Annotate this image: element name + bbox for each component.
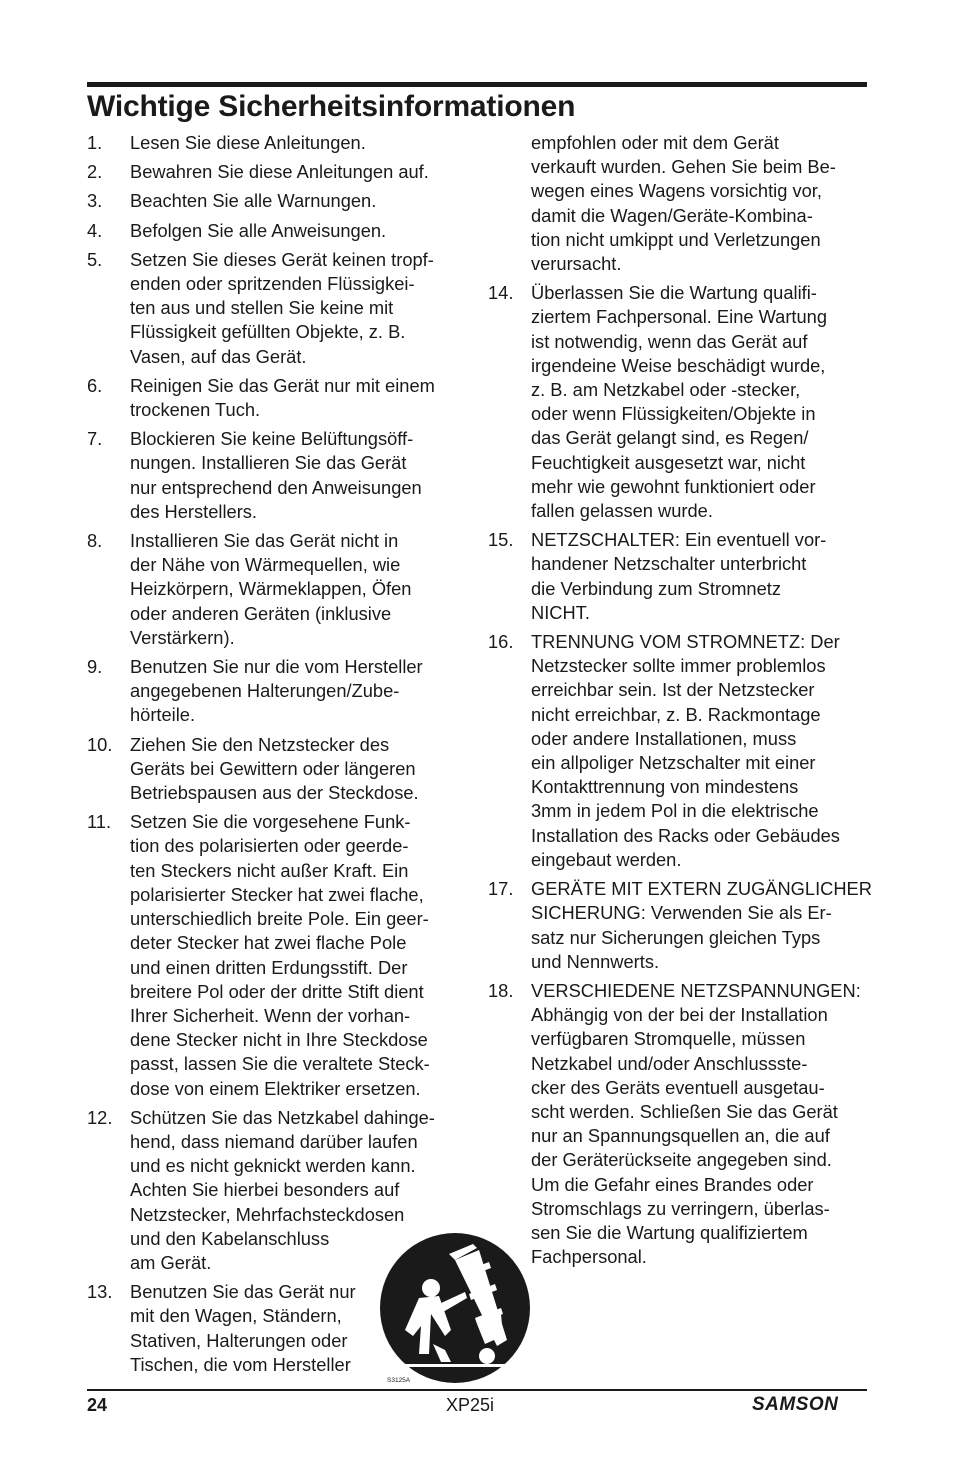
- item-13-continuation: [488, 131, 873, 276]
- item-text-line: der Geräterückseite angegeben sind.: [531, 1149, 832, 1171]
- list-item: [87, 219, 472, 243]
- item-text-line: dose von einem Elektriker ersetzen.: [130, 1077, 421, 1099]
- item-text-line: Installieren Sie das Gerät nicht in: [130, 530, 399, 552]
- item-text-line: Benutzen Sie das Gerät nur: [130, 1281, 356, 1303]
- item-text-line: handener Netzschalter unterbricht: [531, 553, 807, 575]
- item-text-line: nur entsprechend den Anweisungen: [130, 476, 422, 498]
- item-text-line: Heizkörpern, Wärmeklappen, Öfen: [130, 578, 412, 600]
- item-text-line: Verstärkern).: [130, 626, 235, 648]
- list-item: [488, 979, 873, 1269]
- item-number: 14.: [488, 282, 514, 304]
- item-text-line: die Verbindung zum Stromnetz: [531, 577, 781, 599]
- item-text-line: deter Stecker hat zwei flache Pole: [130, 932, 407, 954]
- item-number: 7.: [87, 428, 103, 450]
- item-text-line: unterschiedlich breite Pole. Ein geer-: [130, 908, 429, 930]
- item-text-line: Vasen, auf das Gerät.: [130, 345, 307, 367]
- item-text-line: Reinigen Sie das Gerät nur mit einem: [130, 374, 435, 396]
- item-text-line: tion des polarisierten oder geerde-: [130, 835, 409, 857]
- item-text-line: tion nicht umkippt und Verletzungen: [531, 228, 821, 250]
- item-number: 9.: [87, 656, 103, 678]
- left-column: [87, 131, 472, 1382]
- item-text-line: Netzkabel und/oder Anschlussste-: [531, 1052, 808, 1074]
- item-text-line: Befolgen Sie alle Anweisungen.: [130, 219, 387, 241]
- item-text-line: Bewahren Sie diese Anleitungen auf.: [130, 161, 429, 183]
- item-text-line: Ziehen Sie den Netzstecker des: [130, 733, 390, 755]
- item-text-line: Feuchtigkeit ausgesetzt war, nicht: [531, 451, 806, 473]
- item-text-line: Um die Gefahr eines Brandes oder: [531, 1173, 814, 1195]
- item-text-line: trockenen Tuch.: [130, 399, 261, 421]
- right-column: [488, 131, 873, 1274]
- list-item: [87, 374, 472, 422]
- item-text-line: Netzstecker, Mehrfachsteckdosen: [130, 1203, 405, 1225]
- item-text-line: am Gerät.: [130, 1251, 212, 1273]
- item-text-line: ten aus und stellen Sie keine mit: [130, 297, 394, 319]
- item-text-line: NETZSCHALTER: Ein eventuell vor-: [531, 529, 827, 551]
- list-item: [87, 733, 472, 806]
- item-text-line: 3mm in jedem Pol in die elektrische: [531, 800, 819, 822]
- item-text-line: passt, lassen Sie die veraltete Steck-: [130, 1053, 430, 1075]
- item-text-line: und es nicht geknickt werden kann.: [130, 1155, 416, 1177]
- item-text-line: TRENNUNG VOM STROMNETZ: Der: [531, 631, 840, 653]
- item-text-line: oder anderen Geräten (inklusive: [130, 602, 392, 624]
- list-item: [87, 529, 472, 650]
- item-number: 8.: [87, 530, 103, 552]
- item-text-line: Setzen Sie die vorgesehene Funk-: [130, 811, 411, 833]
- list-item: [87, 131, 472, 155]
- item-text-line: satz nur Sicherungen gleichen Typs: [531, 926, 821, 948]
- item-number: 13.: [87, 1281, 113, 1303]
- cart-symbol-code: S3125A: [387, 1377, 411, 1384]
- list-item: [87, 427, 472, 524]
- item-text-line: das Gerät gelangt sind, es Regen/: [531, 427, 809, 449]
- item-number: 15.: [488, 529, 514, 551]
- item-number: 16.: [488, 631, 514, 653]
- item-text-line: enden oder spritzenden Flüssigkei-: [130, 273, 415, 295]
- page-number: 24: [87, 1395, 108, 1415]
- item-text-line: verfügbaren Stromquelle, müssen: [531, 1028, 806, 1050]
- item-text-line: Setzen Sie dieses Gerät keinen tropf-: [130, 248, 434, 270]
- item-text-line: nicht erreichbar, z. B. Rackmontage: [531, 703, 821, 725]
- item-text-line: empfohlen oder mit dem Gerät: [531, 132, 779, 153]
- item-text-line: cker des Geräts eventuell ausgetau-: [531, 1076, 825, 1098]
- item-text-line: Fachpersonal.: [531, 1246, 647, 1268]
- item-text-line: Blockieren Sie keine Belüftungsöff-: [130, 428, 414, 450]
- item-text-line: fallen gelassen wurde.: [531, 500, 713, 522]
- item-text-line: GERÄTE MIT EXTERN ZUGÄNGLICHER: [531, 878, 872, 900]
- list-item: [87, 248, 472, 369]
- item-text-line: Abhängig von der bei der Installation: [531, 1004, 828, 1026]
- item-number: 1.: [87, 132, 103, 153]
- item-text-line: mit den Wagen, Ständern,: [130, 1305, 342, 1327]
- item-text-line: VERSCHIEDENE NETZSPANNUNGEN:: [531, 979, 861, 1001]
- item-text-line: polarisierter Stecker hat zwei flache,: [130, 883, 424, 905]
- brand-logo: SAMSON: [752, 1394, 839, 1415]
- item-number: 4.: [87, 219, 103, 241]
- item-text-line: mehr wie gewohnt funktioniert oder: [531, 475, 816, 497]
- item-text-line: Geräts bei Gewittern oder längeren: [130, 757, 416, 779]
- bottom-rule: [87, 1389, 867, 1391]
- item-text-line: breitere Pol oder der dritte Stift dient: [130, 980, 424, 1002]
- item-text-line: Schützen Sie das Netzkabel dahinge-: [130, 1106, 435, 1128]
- item-text-line: Achten Sie hierbei besonders auf: [130, 1179, 400, 1201]
- item-text-line: damit die Wagen/Geräte-Kombina-: [531, 204, 813, 226]
- item-text-line: sen Sie die Wartung qualifiziertem: [531, 1221, 808, 1243]
- item-number: 5.: [87, 248, 103, 270]
- list-item: [87, 189, 472, 213]
- item-number: 11.: [87, 811, 112, 833]
- item-text-line: ein allpoliger Netzschalter mit einer: [531, 752, 816, 774]
- item-text-line: verursacht.: [531, 253, 622, 275]
- item-text-line: Stativen, Halterungen oder: [130, 1329, 348, 1351]
- item-text-line: SICHERUNG: Verwenden Sie als Er-: [531, 902, 832, 924]
- item-text-line: nur an Spannungsquellen an, die auf: [531, 1125, 830, 1147]
- item-text-line: ist notwendig, wenn das Gerät auf: [531, 330, 808, 352]
- list-item: [488, 877, 873, 974]
- item-text-line: Netzstecker sollte immer problemlos: [531, 655, 826, 677]
- item-text-line: irgendeine Weise beschädigt wurde,: [531, 354, 826, 376]
- item-text-line: und Nennwerts.: [531, 950, 660, 972]
- item-text-line: ziertem Fachpersonal. Eine Wartung: [531, 306, 828, 328]
- item-text-line: und den Kabelanschluss: [130, 1227, 330, 1249]
- item-text-line: Flüssigkeit gefüllten Objekte, z. B.: [130, 321, 406, 343]
- item-text-line: Überlassen Sie die Wartung qualifi-: [531, 282, 817, 304]
- item-number: 2.: [87, 161, 103, 183]
- item-number: 18.: [488, 979, 514, 1001]
- page-title: Wichtige Sicherheitsinformationen: [87, 90, 576, 123]
- item-text-line: angegebenen Halterungen/Zube-: [130, 680, 400, 702]
- item-text-line: Benutzen Sie nur die vom Hersteller: [130, 656, 423, 678]
- item-number: 3.: [87, 190, 103, 212]
- item-text-line: Ihrer Sicherheit. Wenn der vorhan-: [130, 1004, 411, 1026]
- item-number: 10.: [87, 733, 113, 755]
- item-text-line: hörteile.: [130, 704, 196, 726]
- item-text-line: Betriebspausen aus der Steckdose.: [130, 782, 419, 804]
- item-text-line: des Herstellers.: [130, 500, 257, 522]
- item-text-line: oder andere Installationen, muss: [531, 727, 797, 749]
- model-name: XP25i: [446, 1395, 495, 1415]
- item-text-line: nungen. Installieren Sie das Gerät: [130, 452, 407, 474]
- item-text-line: dene Stecker nicht in Ihre Steckdose: [130, 1029, 428, 1051]
- item-number: 17.: [488, 878, 514, 900]
- list-item: [488, 528, 873, 625]
- item-text-line: Kontakttrennung von mindestens: [531, 776, 799, 798]
- item-text-line: oder wenn Flüssigkeiten/Objekte in: [531, 403, 816, 425]
- item-text-line: Lesen Sie diese Anleitungen.: [130, 132, 366, 153]
- cart-tip-over-warning-icon: [379, 1232, 531, 1384]
- top-rule: [87, 82, 867, 87]
- item-text-line: hend, dass niemand darüber laufen: [130, 1130, 418, 1152]
- item-text-line: wegen eines Wagens vorsichtig vor,: [531, 180, 822, 202]
- list-item: [87, 160, 472, 184]
- item-text-line: z. B. am Netzkabel oder -stecker,: [531, 379, 801, 401]
- item-text-line: Tischen, die vom Hersteller: [130, 1353, 351, 1375]
- item-number: 6.: [87, 374, 103, 396]
- item-text-line: Installation des Racks oder Gebäudes: [531, 824, 840, 846]
- item-text-line: und einen dritten Erdungsstift. Der: [130, 956, 408, 978]
- item-text-line: verkauft wurden. Gehen Sie beim Be-: [531, 156, 836, 178]
- list-item: [488, 281, 873, 523]
- list-item: [87, 655, 472, 728]
- list-item: [488, 630, 873, 872]
- item-text-line: Beachten Sie alle Warnungen.: [130, 190, 377, 212]
- item-text-line: erreichbar sein. Ist der Netzstecker: [531, 679, 815, 701]
- item-number: 12.: [87, 1106, 113, 1128]
- item-text-line: der Nähe von Wärmequellen, wie: [130, 554, 401, 576]
- item-text-line: ten Steckers nicht außer Kraft. Ein: [130, 859, 409, 881]
- item-text-line: scht werden. Schließen Sie das Gerät: [531, 1100, 838, 1122]
- item-text-line: eingebaut werden.: [531, 848, 682, 870]
- item-text-line: Stromschlags zu verringern, überlas-: [531, 1197, 830, 1219]
- item-text-line: NICHT.: [531, 601, 590, 623]
- list-item: [87, 810, 472, 1100]
